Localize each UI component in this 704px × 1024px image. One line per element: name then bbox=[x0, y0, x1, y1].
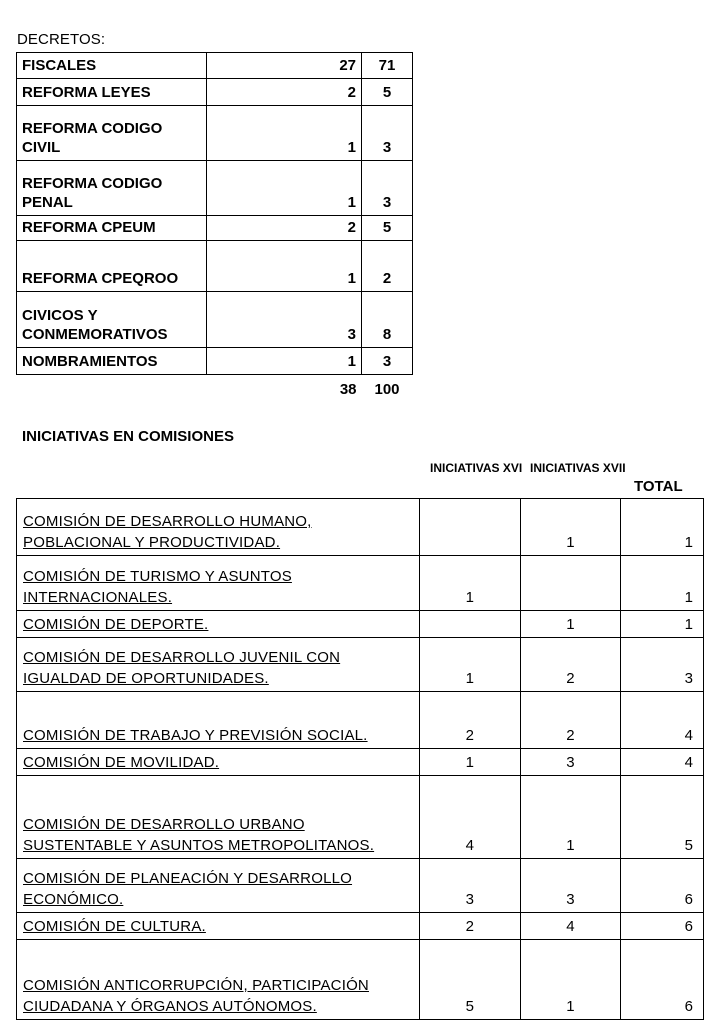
row-label: REFORMA LEYES bbox=[17, 79, 207, 106]
total-percent: 100 bbox=[374, 380, 400, 398]
table-row bbox=[17, 53, 413, 79]
row-label: CIVICOS Y CONMEMORATIVOS bbox=[17, 292, 207, 348]
row-label: FISCALES bbox=[17, 53, 207, 79]
cell-total: 5 bbox=[621, 776, 704, 859]
row-label: REFORMA CPEQROO bbox=[17, 241, 207, 292]
row-percent: 2 bbox=[362, 241, 413, 292]
cell-total: 4 bbox=[621, 749, 704, 776]
cell-total: 4 bbox=[621, 692, 704, 749]
commission-name: COMISIÓN DE DESARROLLO URBANO SUSTENTABLE Y ASUNTOS METROPOLITANOS. bbox=[17, 776, 420, 859]
row-count: 1 bbox=[207, 106, 362, 161]
cell-total: 6 bbox=[621, 913, 704, 940]
row-count: 2 bbox=[207, 79, 362, 106]
commission-name: COMISIÓN DE DEPORTE. bbox=[17, 611, 420, 638]
table-row bbox=[17, 79, 413, 106]
commission-name: COMISIÓN DE TURISMO Y ASUNTOS INTERNACIONALES. bbox=[17, 556, 420, 611]
row-count: 3 bbox=[207, 292, 362, 348]
cell-xvii: 2 bbox=[520, 638, 621, 692]
cell-xvi: 5 bbox=[419, 940, 520, 1020]
iniciativas-title: INICIATIVAS EN COMISIONES bbox=[22, 428, 234, 445]
table-row bbox=[17, 499, 704, 556]
table-row bbox=[17, 913, 704, 940]
row-count: 2 bbox=[207, 216, 362, 241]
decretos-table bbox=[16, 52, 413, 402]
row-percent: 71 bbox=[362, 53, 413, 79]
table-row bbox=[17, 106, 413, 161]
row-count: 1 bbox=[207, 241, 362, 292]
table-row bbox=[17, 776, 704, 859]
row-label: REFORMA CODIGO PENAL bbox=[17, 161, 207, 216]
cell-total: 1 bbox=[621, 556, 704, 611]
commission-name: COMISIÓN DE DESARROLLO HUMANO, POBLACIONAL Y PRODUCTIVIDAD. bbox=[17, 499, 420, 556]
table-row bbox=[17, 859, 704, 913]
comisiones-table bbox=[16, 498, 704, 1020]
cell-xvii: 1 bbox=[520, 499, 621, 556]
row-percent: 8 bbox=[362, 292, 413, 348]
table-row bbox=[17, 611, 704, 638]
row-count: 1 bbox=[207, 348, 362, 375]
table-row bbox=[17, 749, 704, 776]
cell-xvii: 2 bbox=[520, 692, 621, 749]
table-row bbox=[17, 292, 413, 348]
cell-xvi: 2 bbox=[419, 692, 520, 749]
row-count: 27 bbox=[207, 53, 362, 79]
header-total: TOTAL bbox=[634, 478, 683, 495]
cell-xvi: 1 bbox=[419, 749, 520, 776]
commission-name: COMISIÓN DE DESARROLLO JUVENIL CON IGUALDAD DE OPORTUNIDADES. bbox=[17, 638, 420, 692]
commission-name: COMISIÓN DE TRABAJO Y PREVISIÓN SOCIAL. bbox=[17, 692, 420, 749]
cell-xvii: 3 bbox=[520, 749, 621, 776]
row-percent: 3 bbox=[362, 348, 413, 375]
commission-name: COMISIÓN DE CULTURA. bbox=[17, 913, 420, 940]
cell-xvi: 1 bbox=[419, 638, 520, 692]
totals-row bbox=[17, 375, 413, 402]
table-row bbox=[17, 692, 704, 749]
cell-total: 6 bbox=[621, 940, 704, 1020]
cell-xvi: 4 bbox=[419, 776, 520, 859]
table-row bbox=[17, 940, 704, 1020]
cell-xvii: 1 bbox=[520, 776, 621, 859]
commission-name: COMISIÓN ANTICORRUPCIÓN, PARTICIPACIÓN CIUDADANA Y ÓRGANOS AUTÓNOMOS. bbox=[17, 940, 420, 1020]
row-count: 1 bbox=[207, 161, 362, 216]
cell-xvi: 2 bbox=[419, 913, 520, 940]
decretos-title: DECRETOS: bbox=[17, 31, 106, 48]
header-iniciativas-xvi: INICIATIVAS XVI bbox=[430, 461, 523, 475]
cell-xvii: 3 bbox=[520, 859, 621, 913]
row-percent: 5 bbox=[362, 216, 413, 241]
table-row bbox=[17, 241, 413, 292]
cell-xvi: 1 bbox=[419, 556, 520, 611]
header-iniciativas-xvii: INICIATIVAS XVII bbox=[530, 461, 626, 475]
row-percent: 3 bbox=[362, 161, 413, 216]
cell-xvii: 1 bbox=[520, 940, 621, 1020]
cell-xvii: 4 bbox=[520, 913, 621, 940]
cell-total: 1 bbox=[621, 499, 704, 556]
table-row bbox=[17, 556, 704, 611]
cell-total: 6 bbox=[621, 859, 704, 913]
table-row bbox=[17, 348, 413, 375]
table-row bbox=[17, 161, 413, 216]
commission-name: COMISIÓN DE MOVILIDAD. bbox=[17, 749, 420, 776]
cell-xvii: 1 bbox=[520, 611, 621, 638]
commission-name: COMISIÓN DE PLANEACIÓN Y DESARROLLO ECONÓMICO. bbox=[17, 859, 420, 913]
row-percent: 3 bbox=[362, 106, 413, 161]
total-count: 38 bbox=[339, 380, 357, 398]
cell-total: 1 bbox=[621, 611, 704, 638]
table-row bbox=[17, 216, 413, 241]
cell-total: 3 bbox=[621, 638, 704, 692]
cell-xvi bbox=[419, 611, 520, 638]
row-percent: 5 bbox=[362, 79, 413, 106]
cell-xvii bbox=[520, 556, 621, 611]
row-label: REFORMA CODIGO CIVIL bbox=[17, 106, 207, 161]
cell-xvi bbox=[419, 499, 520, 556]
row-label: NOMBRAMIENTOS bbox=[17, 348, 207, 375]
cell-xvi: 3 bbox=[419, 859, 520, 913]
row-label: REFORMA CPEUM bbox=[17, 216, 207, 241]
table-row bbox=[17, 638, 704, 692]
